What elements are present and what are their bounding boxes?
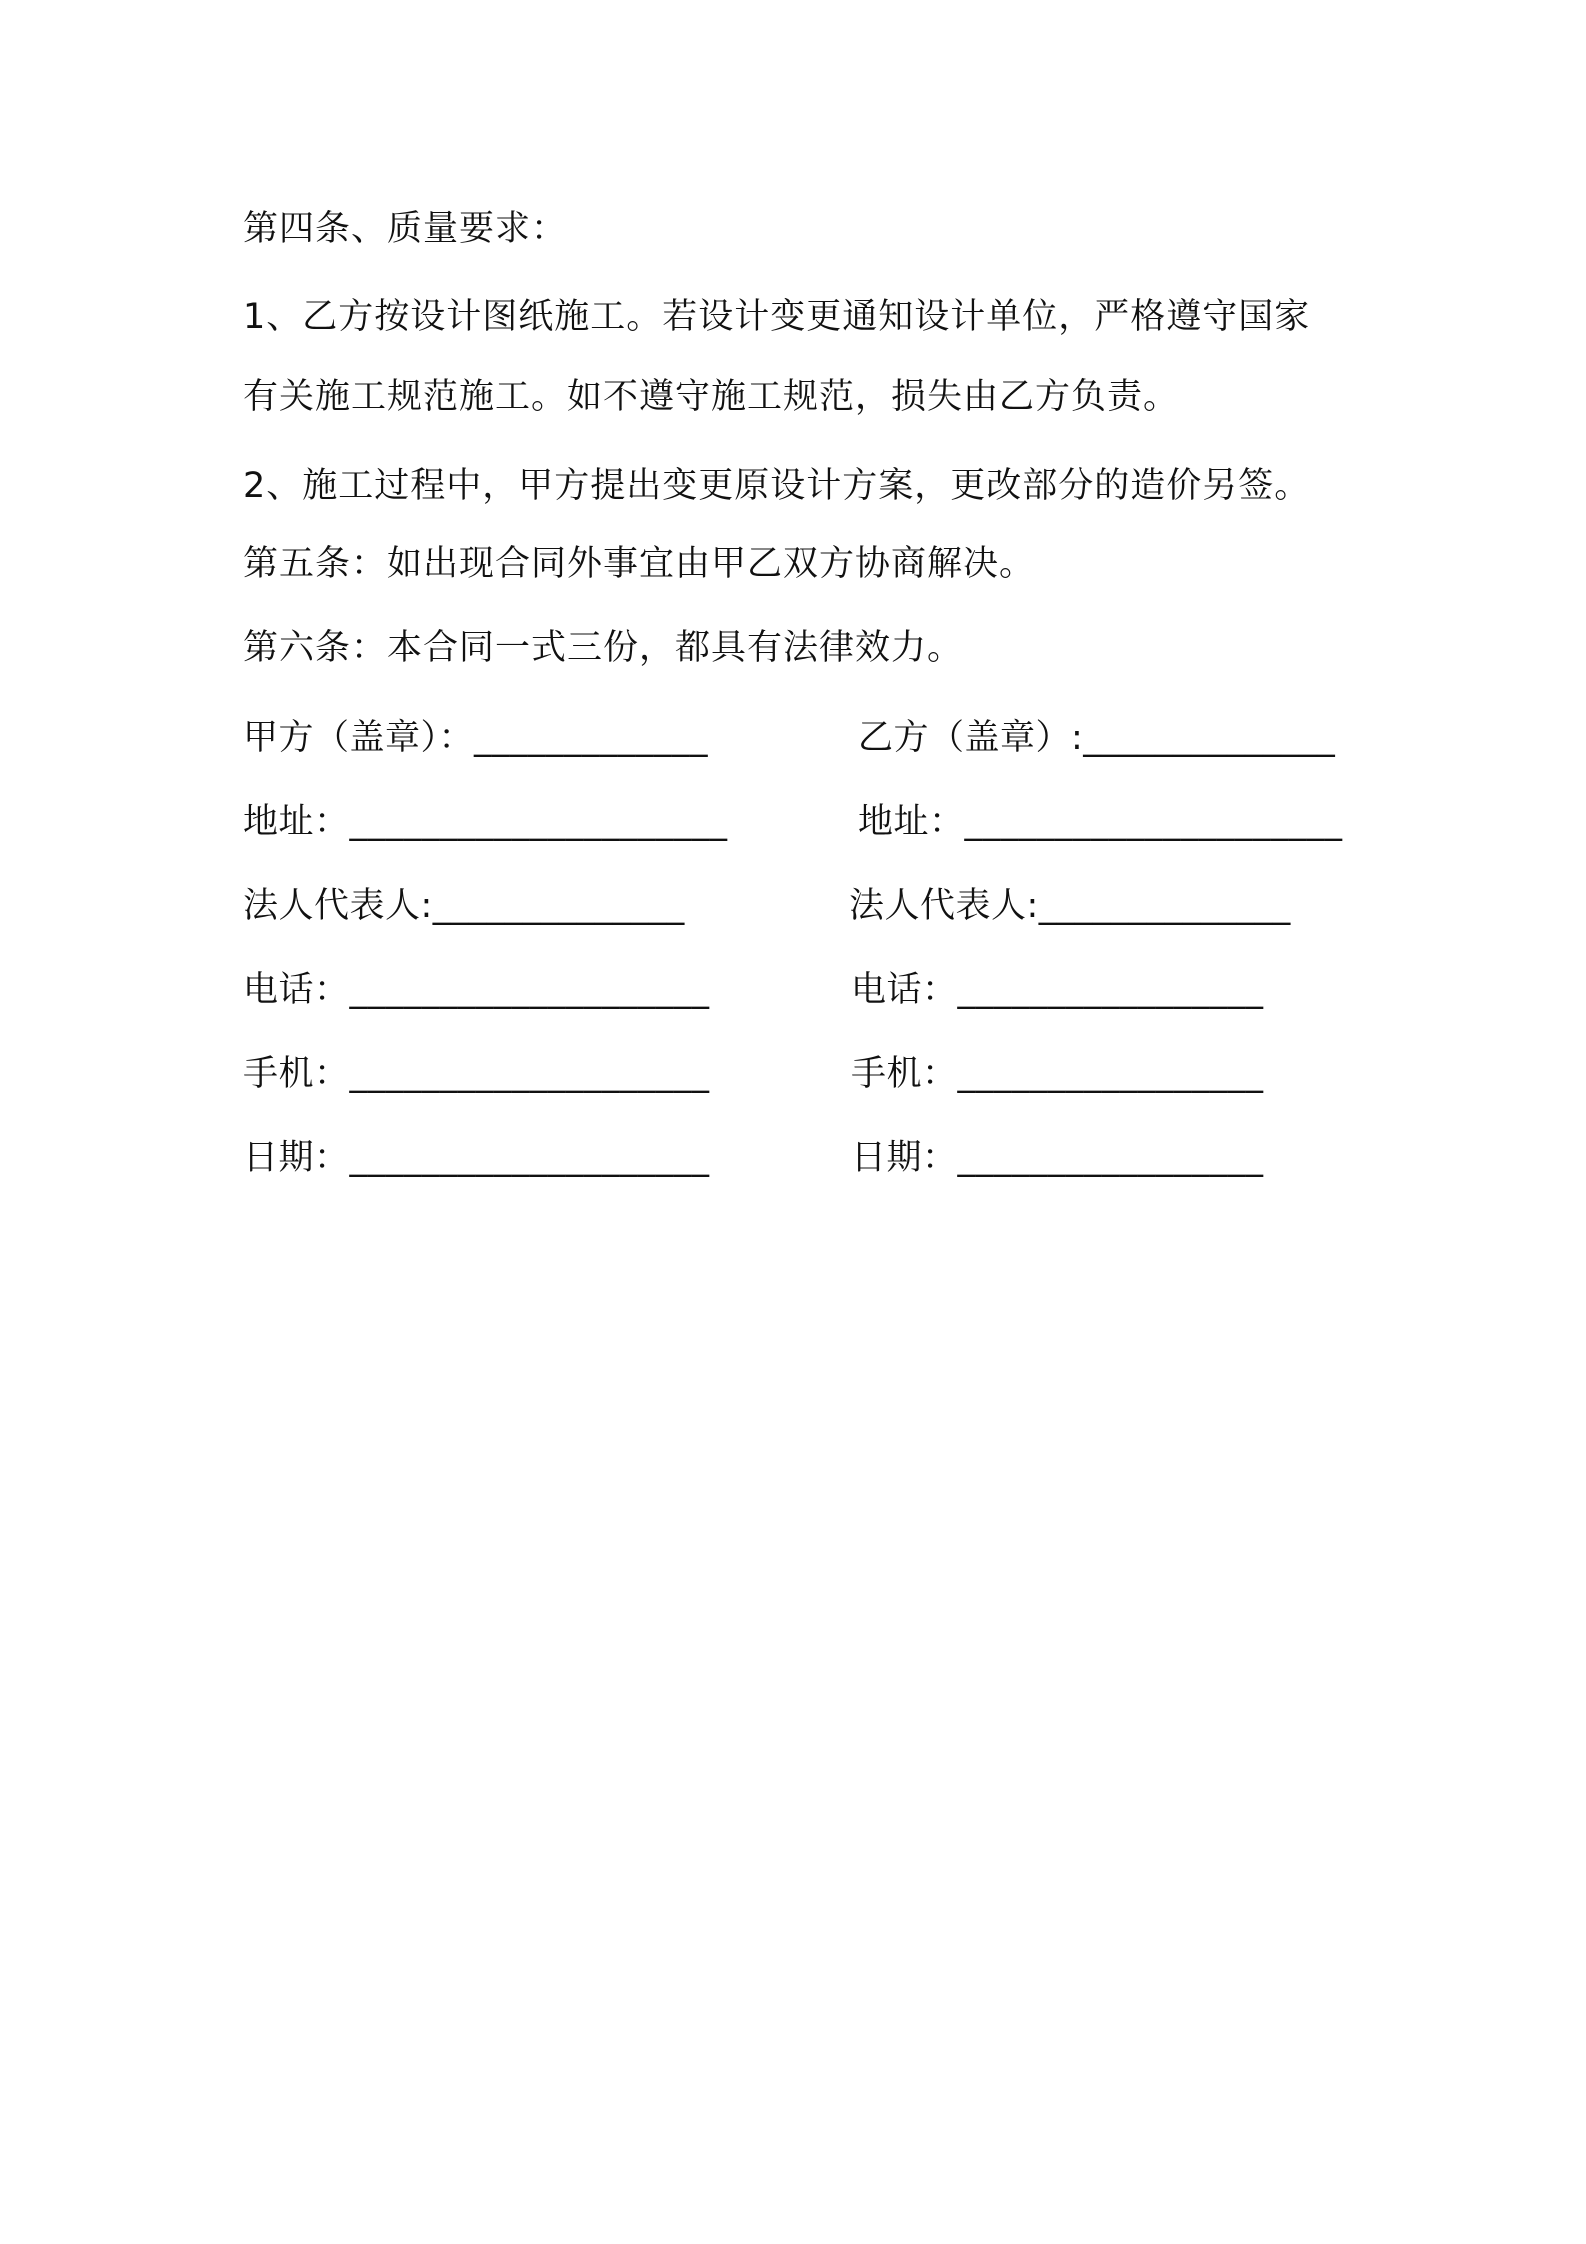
party-a-legal-rep-field: 法人代表人:______________ xyxy=(243,886,685,926)
article-5: 第五条：如出现合同外事宜由甲乙双方协商解决。 xyxy=(243,544,1036,584)
article-4-item-1-line-1: 1、乙方按设计图纸施工。若设计变更通知设计单位，严格遵守国家 xyxy=(243,297,1311,337)
party-b-phone-field: 电话：_________________ xyxy=(851,970,1264,1010)
party-b-mobile-field: 手机：_________________ xyxy=(851,1054,1264,1094)
party-b-date-field: 日期：_________________ xyxy=(851,1138,1264,1178)
party-a-address-field: 地址：_____________________ xyxy=(243,802,728,842)
party-b-legal-rep-field: 法人代表人:______________ xyxy=(849,886,1291,926)
article-4-heading: 第四条、质量要求： xyxy=(243,209,568,249)
article-4-item-2: 2、施工过程中，甲方提出变更原设计方案，更改部分的造价另签。 xyxy=(243,466,1311,506)
party-b-seal-field: 乙方（盖章）:______________ xyxy=(858,718,1336,758)
party-a-date-field: 日期：____________________ xyxy=(243,1138,710,1178)
party-a-phone-field: 电话：____________________ xyxy=(243,970,710,1010)
party-a-mobile-field: 手机：____________________ xyxy=(243,1054,710,1094)
article-6: 第六条：本合同一式三份，都具有法律效力。 xyxy=(243,628,964,668)
party-a-seal-field: 甲方（盖章）：_____________ xyxy=(243,718,709,758)
article-4-item-1-line-2: 有关施工规范施工。如不遵守施工规范，损失由乙方负责。 xyxy=(243,377,1180,417)
party-b-address-field: 地址：_____________________ xyxy=(858,802,1343,842)
